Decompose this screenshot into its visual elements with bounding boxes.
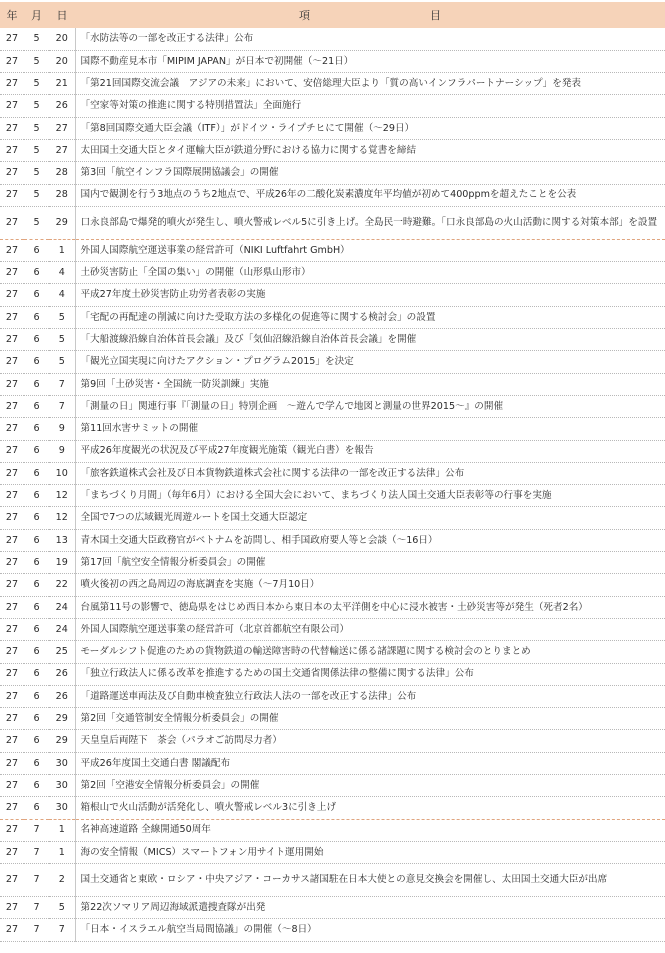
cell-year: 27 <box>0 440 24 462</box>
table-row <box>0 919 665 941</box>
table-row <box>0 206 665 239</box>
cell-item: 名神高速道路 全線開通50周年 <box>75 819 665 841</box>
cell-item: 第17回「航空安全情報分析委員会」の開催 <box>75 552 665 574</box>
cell-day: 30 <box>49 797 75 819</box>
cell-year: 27 <box>0 239 24 261</box>
cell-item: 「道路運送車両法及び自動車検査独立行政法人法の一部を改正する法律」公布 <box>75 685 665 707</box>
cell-item: 第2回「交通管制安全情報分析委員会」の開催 <box>75 708 665 730</box>
table-row <box>0 351 665 373</box>
table-row <box>0 708 665 730</box>
cell-month: 7 <box>24 841 49 863</box>
cell-item: 国内で観測を行う3地点のうち2地点で、平成26年の二酸化炭素濃度年平均値が初めて400ppmを超えたことを公表 <box>75 184 665 206</box>
cell-month: 6 <box>24 775 49 797</box>
cell-month: 6 <box>24 574 49 596</box>
cell-year: 27 <box>0 117 24 139</box>
cell-year: 27 <box>0 329 24 351</box>
table-row <box>0 507 665 529</box>
table-row <box>0 373 665 395</box>
cell-month: 6 <box>24 507 49 529</box>
cell-year: 27 <box>0 284 24 306</box>
cell-day: 7 <box>49 919 75 941</box>
cell-day: 25 <box>49 641 75 663</box>
cell-month: 6 <box>24 685 49 707</box>
cell-day: 5 <box>49 351 75 373</box>
cell-month: 6 <box>24 730 49 752</box>
cell-day: 5 <box>49 897 75 919</box>
cell-month: 6 <box>24 306 49 328</box>
cell-year: 27 <box>0 919 24 941</box>
cell-item: 「水防法等の一部を改正する法律」公布 <box>75 28 665 50</box>
header-item-char-2: 目 <box>430 9 441 22</box>
cell-month: 6 <box>24 485 49 507</box>
cell-year: 27 <box>0 864 24 897</box>
cell-day: 30 <box>49 752 75 774</box>
cell-day: 27 <box>49 117 75 139</box>
cell-day: 13 <box>49 529 75 551</box>
cell-year: 27 <box>0 485 24 507</box>
cell-item: 土砂災害防止「全国の集い」の開催（山形県山形市） <box>75 262 665 284</box>
table-row <box>0 752 665 774</box>
cell-item: 「旅客鉄道株式会社及び日本貨物鉄道株式会社に関する法律の一部を改正する法律」公布 <box>75 462 665 484</box>
cell-day: 24 <box>49 618 75 640</box>
table-row <box>0 306 665 328</box>
cell-year: 27 <box>0 184 24 206</box>
table-row <box>0 663 665 685</box>
header-day: 日 <box>49 2 75 28</box>
cell-year: 27 <box>0 95 24 117</box>
header-year: 年 <box>0 2 24 28</box>
cell-item: 外国人国際航空運送事業の経営許可（NIKI Luftfahrt GmbH） <box>75 239 665 261</box>
cell-item: 「日本・イスラエル航空当局間協議」の開催（～8日） <box>75 919 665 941</box>
cell-day: 20 <box>49 28 75 50</box>
cell-month: 6 <box>24 552 49 574</box>
table-row <box>0 73 665 95</box>
cell-year: 27 <box>0 462 24 484</box>
cell-year: 27 <box>0 529 24 551</box>
cell-item: 噴火後初の西之島周辺の海底調査を実施（～7月10日） <box>75 574 665 596</box>
cell-year: 27 <box>0 162 24 184</box>
cell-year: 27 <box>0 775 24 797</box>
table-row <box>0 139 665 161</box>
cell-year: 27 <box>0 552 24 574</box>
cell-day: 2 <box>49 864 75 897</box>
cell-item: 「大船渡線沿線自治体首長会議」及び「気仙沼線沿線自治体首長会議」を開催 <box>75 329 665 351</box>
cell-day: 30 <box>49 775 75 797</box>
cell-year: 27 <box>0 418 24 440</box>
header-item-char-1: 項 <box>299 9 310 22</box>
table-row <box>0 552 665 574</box>
cell-item: 青木国土交通大臣政務官がベトナムを訪問し、相手国政府要人等と会談（～16日） <box>75 529 665 551</box>
table-row <box>0 775 665 797</box>
table-row <box>0 28 665 50</box>
cell-item: 第2回「空港安全情報分析委員会」の開催 <box>75 775 665 797</box>
table-row <box>0 117 665 139</box>
cell-day: 19 <box>49 552 75 574</box>
table-row <box>0 329 665 351</box>
cell-month: 6 <box>24 663 49 685</box>
cell-item: 平成27年度土砂災害防止功労者表彰の実施 <box>75 284 665 306</box>
cell-day: 29 <box>49 708 75 730</box>
cell-month: 6 <box>24 440 49 462</box>
cell-day: 9 <box>49 440 75 462</box>
table-row <box>0 730 665 752</box>
cell-item: 平成26年度国土交通白書 閣議配布 <box>75 752 665 774</box>
cell-day: 26 <box>49 685 75 707</box>
table-row <box>0 685 665 707</box>
cell-month: 5 <box>24 73 49 95</box>
table-row <box>0 95 665 117</box>
table-row <box>0 184 665 206</box>
cell-day: 1 <box>49 239 75 261</box>
cell-year: 27 <box>0 641 24 663</box>
cell-month: 6 <box>24 373 49 395</box>
table-row <box>0 485 665 507</box>
cell-item: 全国で7つの広域観光周遊ルートを国土交通大臣認定 <box>75 507 665 529</box>
cell-item: 「第8回国際交通大臣会議（ITF）」がドイツ・ライプチヒにて開催（～29日） <box>75 117 665 139</box>
cell-year: 27 <box>0 306 24 328</box>
cell-year: 27 <box>0 685 24 707</box>
cell-month: 7 <box>24 919 49 941</box>
table-row <box>0 897 665 919</box>
cell-day: 29 <box>49 730 75 752</box>
cell-day: 7 <box>49 395 75 417</box>
cell-day: 28 <box>49 184 75 206</box>
table-row <box>0 529 665 551</box>
cell-year: 27 <box>0 618 24 640</box>
cell-month: 6 <box>24 351 49 373</box>
cell-day: 24 <box>49 596 75 618</box>
cell-item: 第11回水害サミットの開催 <box>75 418 665 440</box>
cell-day: 20 <box>49 50 75 72</box>
cell-day: 1 <box>49 819 75 841</box>
table-row <box>0 284 665 306</box>
table-row <box>0 239 665 261</box>
cell-item: 台風第11号の影響で、徳島県をはじめ西日本から東日本の太平洋側を中心に浸水被害・土砂災害等が発生（死者2名） <box>75 596 665 618</box>
cell-item: 箱根山で火山活動が活発化し、噴火警戒レベル3に引き上げ <box>75 797 665 819</box>
table-row <box>0 864 665 897</box>
cell-day: 12 <box>49 507 75 529</box>
cell-day: 29 <box>49 206 75 239</box>
header-month: 月 <box>24 2 49 28</box>
cell-month: 6 <box>24 618 49 640</box>
table-row <box>0 819 665 841</box>
table-row <box>0 574 665 596</box>
cell-item: 口永良部島で爆発的噴火が発生し、噴火警戒レベル5に引き上げ。全島民一時避難。「口永良部島の火山活動に関する対策本部」を設置 <box>75 206 665 239</box>
cell-year: 27 <box>0 819 24 841</box>
cell-item: 「第21回国際交流会議 アジアの未来」において、安倍総理大臣より「質の高いインフラパートナーシップ」を発表 <box>75 73 665 95</box>
table-row <box>0 50 665 72</box>
header-item <box>75 2 665 28</box>
cell-item: 天皇皇后両陛下 茶会（パラオご訪問尽力者） <box>75 730 665 752</box>
cell-day: 4 <box>49 284 75 306</box>
cell-month: 5 <box>24 206 49 239</box>
cell-day: 5 <box>49 306 75 328</box>
table-row <box>0 418 665 440</box>
cell-month: 6 <box>24 752 49 774</box>
cell-year: 27 <box>0 395 24 417</box>
cell-item: 「まちづくり月間」（毎年6月）における全国大会において、まちづくり法人国土交通大臣表彰等の行事を実施 <box>75 485 665 507</box>
cell-day: 4 <box>49 262 75 284</box>
table-row <box>0 262 665 284</box>
cell-month: 6 <box>24 596 49 618</box>
cell-item: 「宅配の再配達の削減に向けた受取方法の多様化の促進等に関する検討会」の設置 <box>75 306 665 328</box>
table-row <box>0 162 665 184</box>
table-row <box>0 440 665 462</box>
cell-year: 27 <box>0 730 24 752</box>
table-row <box>0 462 665 484</box>
cell-month: 6 <box>24 395 49 417</box>
cell-month: 5 <box>24 117 49 139</box>
cell-year: 27 <box>0 708 24 730</box>
cell-month: 7 <box>24 864 49 897</box>
cell-item: 「観光立国実現に向けたアクション・プログラム2015」を決定 <box>75 351 665 373</box>
cell-day: 22 <box>49 574 75 596</box>
cell-item: 「空家等対策の推進に関する特別措置法」全面施行 <box>75 95 665 117</box>
cell-item: 第3回「航空インフラ国際展開協議会」の開催 <box>75 162 665 184</box>
cell-month: 7 <box>24 819 49 841</box>
cell-month: 5 <box>24 28 49 50</box>
cell-year: 27 <box>0 841 24 863</box>
cell-month: 6 <box>24 262 49 284</box>
cell-day: 7 <box>49 373 75 395</box>
table-row <box>0 641 665 663</box>
cell-month: 6 <box>24 641 49 663</box>
cell-item: 外国人国際航空運送事業の経営許可（北京首都航空有限公司） <box>75 618 665 640</box>
cell-month: 6 <box>24 529 49 551</box>
cell-month: 6 <box>24 708 49 730</box>
cell-item: 「独立行政法人に係る改革を推進するための国土交通省関係法律の整備に関する法律」公布 <box>75 663 665 685</box>
cell-year: 27 <box>0 574 24 596</box>
cell-month: 5 <box>24 95 49 117</box>
cell-item: 第22次ソマリア周辺海域派遣捜査隊が出発 <box>75 897 665 919</box>
cell-item: 国際不動産見本市「MIPIM JAPAN」が日本で初開催（～21日） <box>75 50 665 72</box>
cell-item: 国土交通省と東欧・ロシア・中央アジア・コーカサス諸国駐在日本大使との意見交換会を開催し、太田国土交通大臣が出席 <box>75 864 665 897</box>
cell-year: 27 <box>0 507 24 529</box>
table-row <box>0 596 665 618</box>
cell-year: 27 <box>0 73 24 95</box>
table-row <box>0 841 665 863</box>
cell-year: 27 <box>0 351 24 373</box>
chronology-table <box>0 2 665 942</box>
table-header-row <box>0 2 665 28</box>
table-row <box>0 395 665 417</box>
cell-year: 27 <box>0 596 24 618</box>
cell-month: 5 <box>24 139 49 161</box>
cell-year: 27 <box>0 897 24 919</box>
table-row <box>0 797 665 819</box>
cell-month: 6 <box>24 797 49 819</box>
cell-month: 7 <box>24 897 49 919</box>
cell-month: 6 <box>24 418 49 440</box>
cell-day: 28 <box>49 162 75 184</box>
cell-item: 太田国土交通大臣とタイ運輸大臣が鉄道分野における協力に関する覚書を締結 <box>75 139 665 161</box>
cell-day: 12 <box>49 485 75 507</box>
cell-item: 平成26年度観光の状況及び平成27年度観光施策（観光白書）を報告 <box>75 440 665 462</box>
cell-item: モーダルシフト促進のための貨物鉄道の輸送障害時の代替輸送に係る諸課題に関する検討会のとりまとめ <box>75 641 665 663</box>
cell-item: 第9回「土砂災害・全国統一防災訓練」実施 <box>75 373 665 395</box>
cell-day: 5 <box>49 329 75 351</box>
cell-day: 9 <box>49 418 75 440</box>
cell-day: 1 <box>49 841 75 863</box>
cell-month: 5 <box>24 50 49 72</box>
cell-month: 5 <box>24 184 49 206</box>
cell-day: 26 <box>49 95 75 117</box>
cell-year: 27 <box>0 262 24 284</box>
cell-month: 6 <box>24 284 49 306</box>
cell-year: 27 <box>0 797 24 819</box>
cell-month: 5 <box>24 162 49 184</box>
table-row <box>0 618 665 640</box>
cell-day: 21 <box>49 73 75 95</box>
cell-year: 27 <box>0 50 24 72</box>
cell-month: 6 <box>24 329 49 351</box>
cell-year: 27 <box>0 28 24 50</box>
cell-month: 6 <box>24 462 49 484</box>
cell-day: 27 <box>49 139 75 161</box>
cell-item: 海の安全情報（MICS）スマートフォン用サイト運用開始 <box>75 841 665 863</box>
cell-item: 「測量の日」関連行事『「測量の日」特別企画 ～遊んで学んで地図と測量の世界2015～』の開催 <box>75 395 665 417</box>
cell-year: 27 <box>0 373 24 395</box>
cell-year: 27 <box>0 139 24 161</box>
cell-month: 6 <box>24 239 49 261</box>
cell-year: 27 <box>0 663 24 685</box>
cell-day: 26 <box>49 663 75 685</box>
cell-year: 27 <box>0 752 24 774</box>
cell-year: 27 <box>0 206 24 239</box>
cell-day: 10 <box>49 462 75 484</box>
